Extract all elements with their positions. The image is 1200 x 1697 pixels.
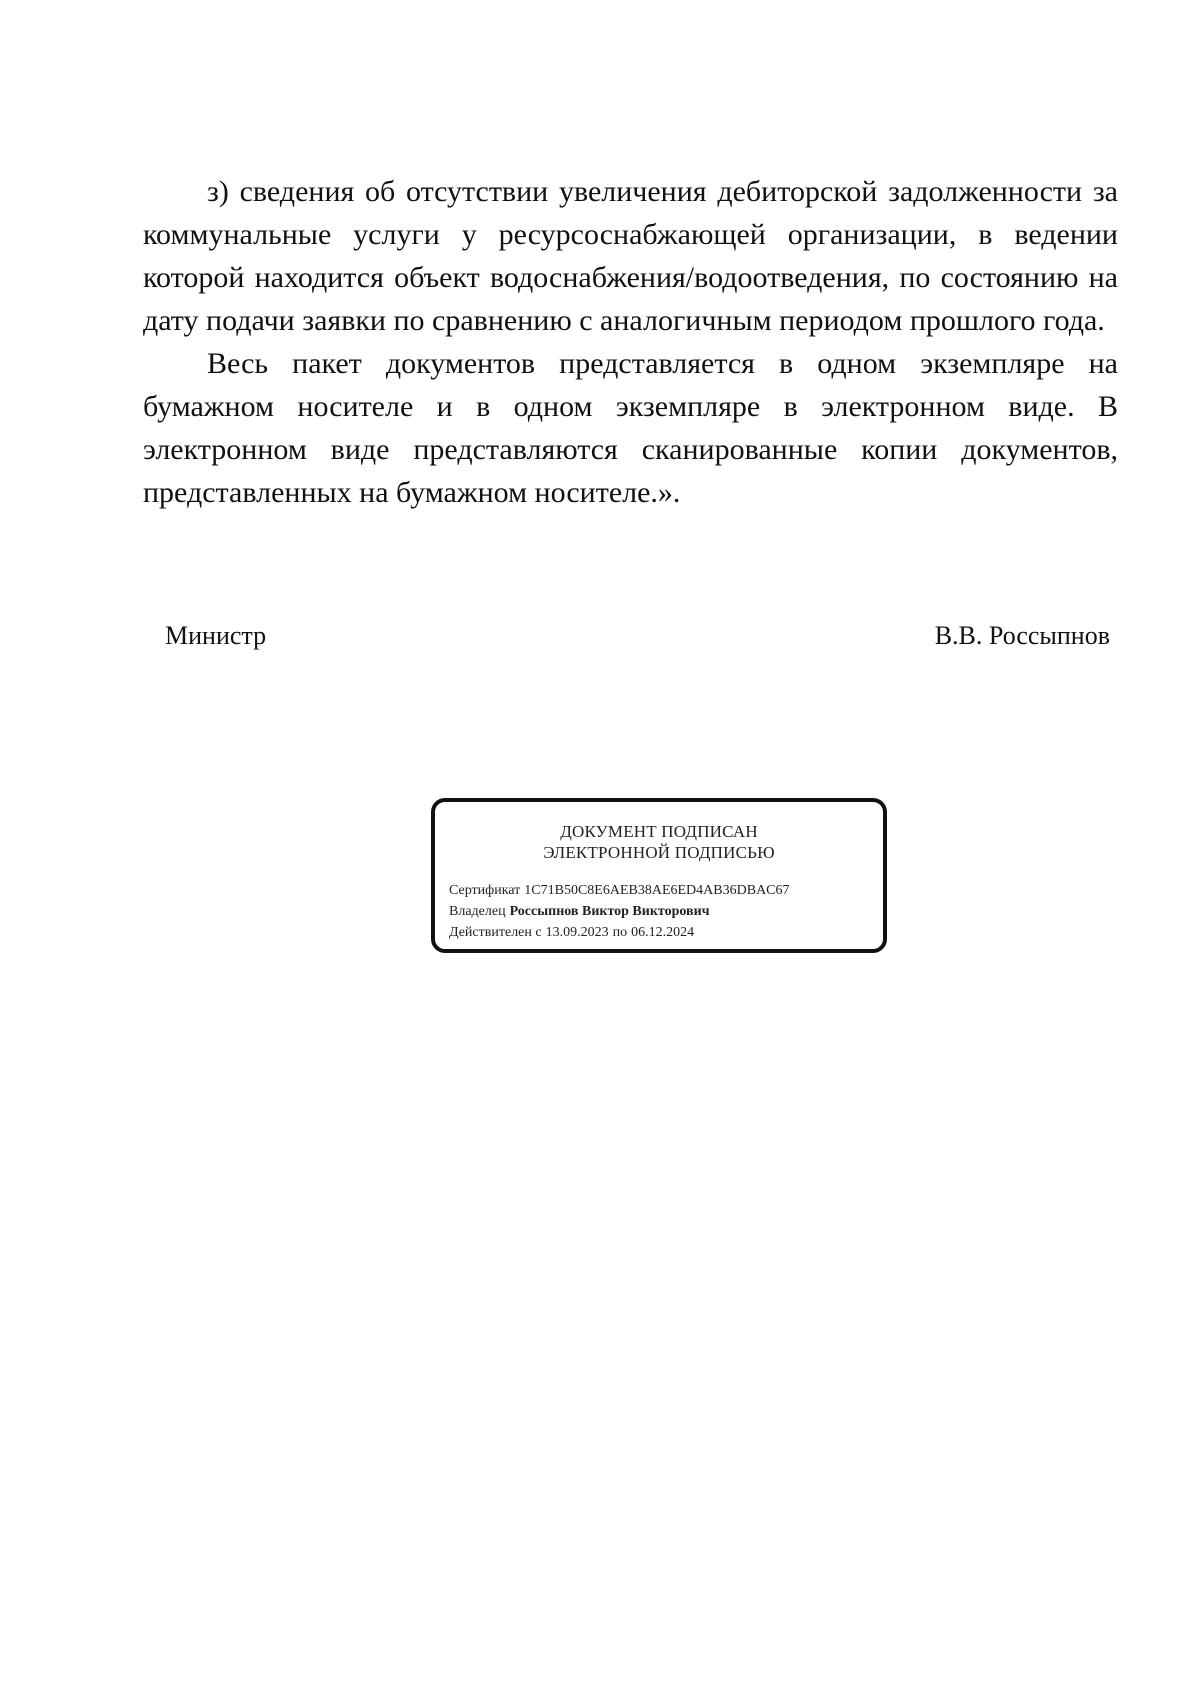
certificate-row [449, 880, 790, 901]
validity-row [449, 922, 790, 943]
owner-label: Владелец [449, 904, 506, 919]
paragraph-item-z: з) сведения об отсутствии увеличения дебиторской задолженности за коммунальные услуги у ресурсоснабжающей организации, в ведении которой находится объект водоснабжения/водоотведения, по состоянию на дату подачи заявки по сравнению с аналогичным периодом прошлого года. [143, 175, 1118, 337]
valid-from-date: 13.09.2023 [545, 925, 609, 940]
stamp-heading-line-1: ДОКУМЕНТ ПОДПИСАН [560, 822, 758, 841]
validity-label: Действителен с [449, 925, 542, 940]
document-body [143, 170, 1118, 514]
electronic-signature-stamp [431, 798, 887, 953]
certificate-value: 1C71B50C8E6AEB38AE6ED4AB36DBAC67 [524, 883, 790, 898]
signatory-title: Министр [165, 621, 267, 650]
signatory-name: В.В. Россыпнов [934, 621, 1110, 650]
stamp-heading-line-2: ЭЛЕКТРОННОЙ ПОДПИСЬЮ [543, 843, 775, 862]
certificate-label: Сертификат [449, 883, 521, 898]
owner-row [449, 901, 790, 922]
owner-value: Россыпнов Виктор Викторович [509, 904, 710, 919]
valid-to-date: 06.12.2024 [631, 925, 695, 940]
stamp-heading [435, 821, 883, 863]
paragraph-document-package: Весь пакет документов представляется в одном экземпляре на бумажном носителе и в одном экземпляре в электронном виде. В электронном виде представляются сканированные копии документов, представленных на бумажном носителе.». [143, 347, 1118, 509]
valid-to-label: по [612, 925, 628, 940]
stamp-details [449, 880, 790, 943]
